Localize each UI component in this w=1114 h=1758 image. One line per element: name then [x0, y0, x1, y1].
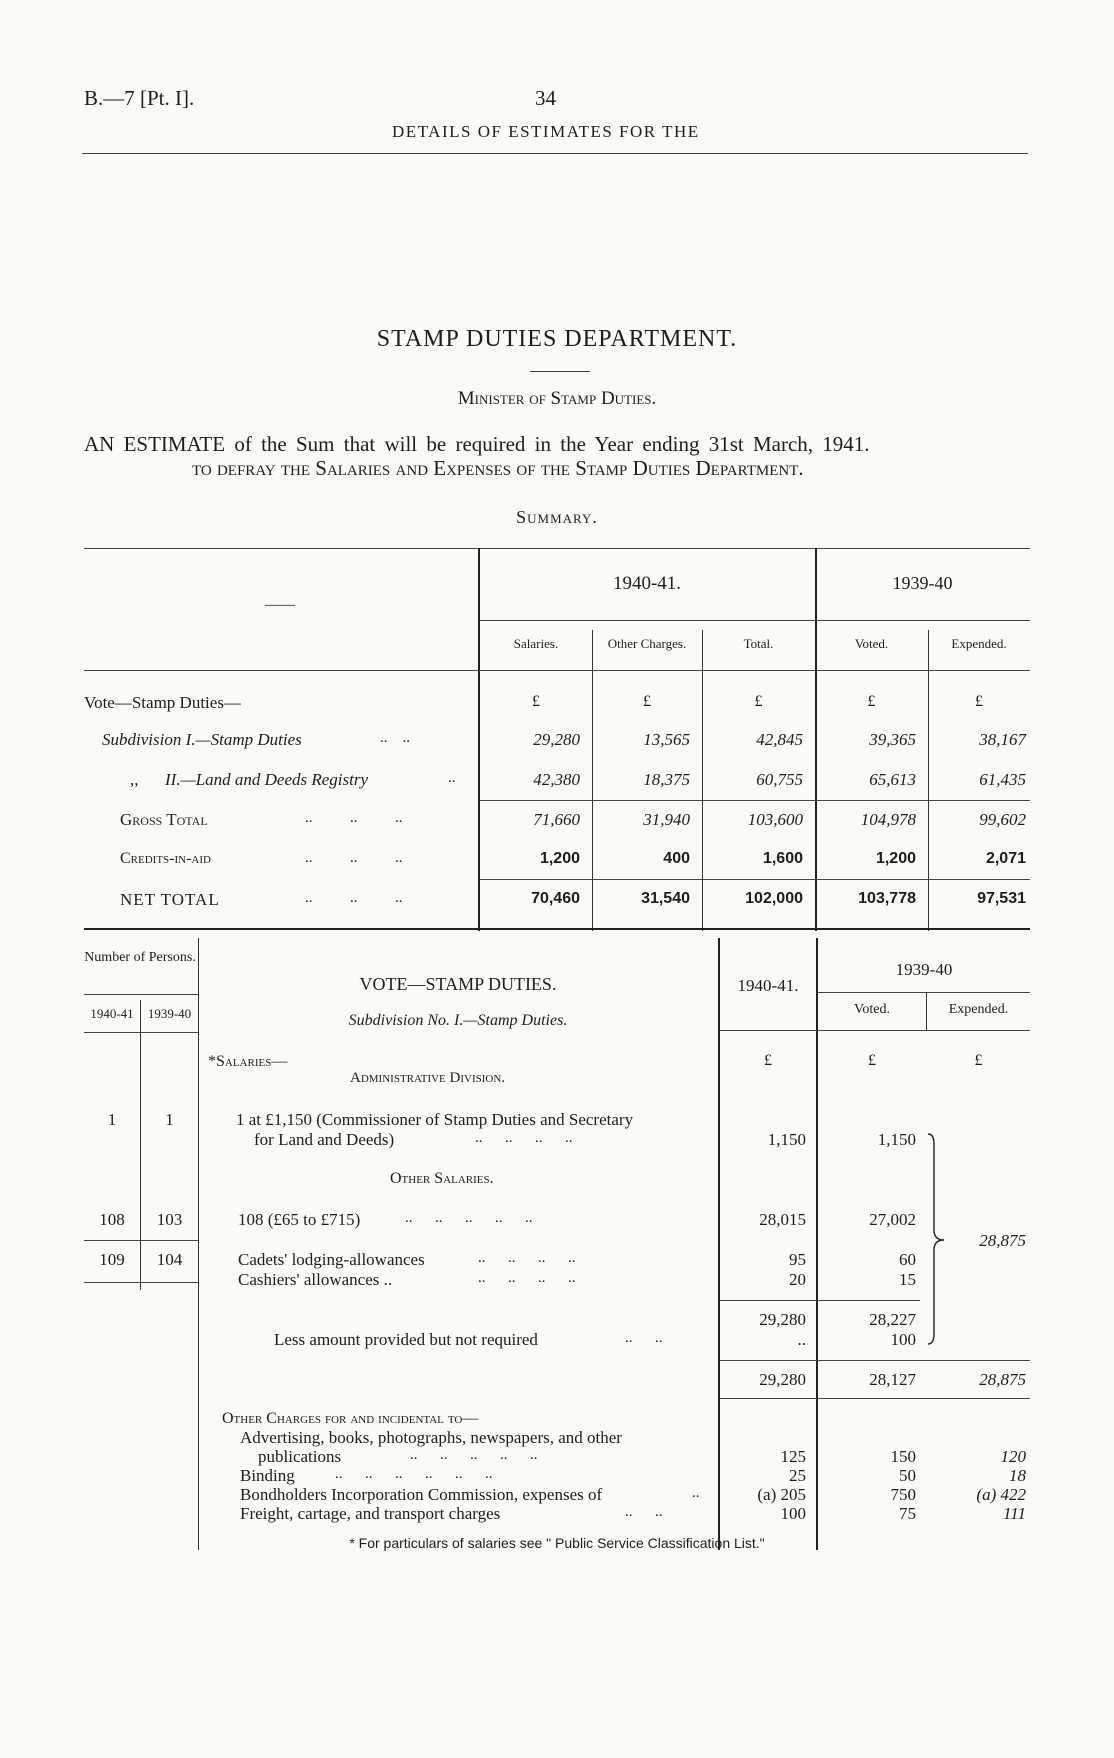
summary-top-rule	[84, 548, 1030, 549]
document-reference: B.—7 [Pt. I].	[84, 86, 195, 110]
estimate-line-1: AN ESTIMATE of the Sum that will be required in the Year ending 31st March, 1941.	[84, 432, 870, 456]
summary-cell: 400	[663, 850, 690, 867]
vote-subdivision: Subdivision No. I.—Stamp Duties.	[348, 1012, 568, 1029]
currency-symbol: £	[754, 693, 763, 710]
summary-row-label: Subdivision I.—Stamp Duties	[102, 730, 302, 749]
summary-cell: 18,375	[643, 770, 690, 789]
persons-header: Number of Persons.	[84, 950, 196, 965]
col-other-charges: Other Charges.	[607, 636, 687, 651]
leader-dots: .. .. .. .. ..	[410, 1447, 538, 1463]
leader-dots: .. ..	[625, 1504, 663, 1520]
charge-label: Bondholders Incorporation Commission, expenses of	[240, 1485, 603, 1504]
cadets-label: Cadets' lodging-allowances	[238, 1250, 425, 1269]
admin-division-heading: Administrative Division.	[350, 1070, 506, 1086]
summary-cell: 1,200	[539, 850, 580, 867]
leader-dots: .. .. .. ..	[478, 1270, 576, 1286]
persons-count: 108	[99, 1210, 125, 1229]
col-expended: Expended.	[951, 636, 1007, 651]
vote-cell: 125	[780, 1447, 806, 1466]
leader-dots: .. .. .. .. .. ..	[335, 1466, 493, 1482]
leader-dots: ..	[448, 770, 456, 786]
currency-symbol: £	[643, 693, 651, 710]
minister-heading: Minister of Stamp Duties.	[457, 388, 657, 409]
vote-cell: 120	[1000, 1447, 1026, 1466]
summary-cell: 102,000	[745, 890, 803, 907]
vote-cell: 95	[789, 1250, 806, 1269]
other-salaries-heading: Other Salaries.	[390, 1170, 494, 1187]
vote-col-1939: 1939-40	[895, 960, 953, 979]
summary-cell: 31,940	[643, 810, 690, 829]
vote-cell: 25	[789, 1466, 806, 1485]
persons-count: 104	[156, 1250, 183, 1269]
vote-divider-persons	[198, 938, 199, 1550]
summary-cell: 13,565	[643, 730, 690, 749]
col-voted: Voted.	[854, 636, 889, 651]
ditto-mark: ,,	[130, 770, 139, 789]
persons-count: 1	[107, 1110, 117, 1129]
summary-cell: 61,435	[979, 770, 1026, 789]
leader-dots: .. .. ..	[305, 890, 403, 906]
running-title: DETAILS OF ESTIMATES FOR THE	[392, 122, 700, 141]
vote-cell: 27,002	[869, 1210, 916, 1229]
salary-range-label: 108 (£65 to £715)	[238, 1210, 361, 1229]
vote-cell: 28,227	[869, 1310, 916, 1329]
vote-cell: (a) 205	[757, 1485, 806, 1504]
commissioner-line-2: for Land and Deeds)	[254, 1130, 395, 1149]
leader-dots: ..	[692, 1485, 700, 1501]
summary-net-rule	[480, 879, 1030, 880]
summary-cell: 97,531	[977, 890, 1026, 907]
summary-cell: 65,613	[869, 770, 916, 789]
leader-dots: .. .. ..	[305, 810, 403, 826]
summary-col-1939: 1939-40	[892, 573, 953, 593]
summary-cell: 104,978	[860, 810, 916, 829]
charge-label: Freight, cartage, and transport charges	[240, 1504, 501, 1523]
vote-cell: 28,015	[759, 1210, 806, 1229]
currency-symbol: £	[975, 693, 983, 710]
cashiers-label: Cashiers' allowances ..	[238, 1270, 393, 1289]
charge-label: Binding	[240, 1466, 295, 1485]
vote-cell: 75	[899, 1504, 916, 1523]
summary-row-label: Credits-in-aid	[120, 850, 211, 867]
summary-cell: 71,660	[533, 810, 580, 829]
summary-cell: 31,540	[641, 890, 690, 907]
persons-subtotal-rule	[84, 1240, 198, 1241]
vote-cell: 20	[789, 1270, 806, 1289]
summary-cell: 38,167	[979, 730, 1026, 749]
department-title: STAMP DUTIES DEPARTMENT.	[376, 326, 738, 352]
charge-label: publications	[258, 1447, 342, 1466]
currency-symbol: £	[532, 693, 540, 710]
summary-bottom-rule	[84, 928, 1030, 930]
vote-subtotal-rule	[720, 1300, 920, 1301]
vote-label: Vote—Stamp Duties—	[84, 693, 241, 712]
vote-cell: 100	[890, 1330, 916, 1349]
leader-dots: .. .. .. .. ..	[405, 1210, 533, 1226]
leader-dots: .. .. ..	[305, 850, 403, 866]
commissioner-line-1: 1 at £1,150 (Commissioner of Stamp Duties and Secretary	[236, 1110, 634, 1129]
vote-col-voted: Voted.	[854, 1002, 890, 1017]
estimate-line-2: to defray the Salaries and Expenses of the Stamp Duties Department.	[192, 456, 804, 480]
vote-cell: 111	[1003, 1504, 1026, 1523]
leader-dots: .. .. .. ..	[478, 1250, 576, 1266]
persons-count: 1	[165, 1110, 174, 1129]
currency-symbol: £	[764, 1052, 772, 1069]
vote-cell: 60	[899, 1250, 916, 1269]
vote-cell: 29,280	[759, 1370, 806, 1389]
summary-cell: 1,200	[875, 850, 916, 867]
col-total: Total.	[743, 636, 774, 651]
vote-cell: 1,150	[877, 1130, 916, 1149]
persons-total-rule	[84, 1282, 198, 1283]
summary-cell: 60,755	[756, 770, 803, 789]
persons-count: 109	[99, 1250, 125, 1269]
vote-total-bottom-rule	[720, 1398, 1030, 1399]
vote-cell: 100	[780, 1504, 806, 1523]
summary-cell: 70,460	[531, 890, 580, 907]
summary-col-1940: 1940-41.	[612, 573, 682, 594]
vote-col-expended: Expended.	[948, 1002, 1009, 1017]
vote-cell: ..	[797, 1330, 806, 1349]
summary-title: Summary.	[516, 507, 598, 527]
currency-symbol: £	[867, 693, 876, 710]
footnote: * For particulars of salaries see " Public Service Classification List."	[349, 1535, 765, 1551]
summary-cell: 103,778	[858, 890, 916, 907]
summary-cell: 42,845	[756, 730, 803, 749]
summary-cell: 42,380	[533, 770, 580, 789]
leader-dots: .. .. .. ..	[475, 1130, 573, 1146]
summary-row-label: Gross Total	[120, 810, 208, 829]
vote-col-1940: 1940-41.	[737, 976, 799, 995]
other-charges-heading: Other Charges for and incidental to—	[222, 1410, 479, 1427]
persons-header-rule	[84, 994, 198, 995]
vote-cell: 28,875	[979, 1370, 1026, 1389]
leader-dots: .. ..	[625, 1330, 663, 1346]
persons-year-rule	[84, 1032, 198, 1033]
summary-subtotal-rule	[480, 800, 1030, 801]
vote-title: VOTE—STAMP DUTIES.	[359, 974, 557, 994]
summary-cell: 2,071	[985, 850, 1026, 867]
summary-cell: 39,365	[869, 730, 916, 749]
summary-cell: 99,602	[979, 810, 1026, 829]
currency-symbol: £	[868, 1052, 876, 1069]
vote-cell: 18	[1009, 1466, 1026, 1485]
less-amount-label: Less amount provided but not required	[274, 1330, 538, 1349]
vote-divider-years	[140, 1000, 141, 1290]
charge-line-1: Advertising, books, photographs, newspapers, and other	[240, 1428, 622, 1447]
vote-cell: 1,150	[767, 1130, 806, 1149]
summary-row-label: NET TOTAL	[120, 890, 220, 909]
persons-count: 103	[156, 1210, 183, 1229]
header-rule	[82, 153, 1028, 154]
col-salaries: Salaries.	[513, 636, 559, 651]
summary-cell: 103,600	[747, 810, 803, 829]
vote-cell: (a) 422	[976, 1485, 1026, 1504]
vote-cell: 29,280	[759, 1310, 806, 1329]
vote-cell: 750	[890, 1485, 916, 1504]
vote-cell: 150	[890, 1447, 916, 1466]
vote-cell: 50	[899, 1466, 916, 1485]
summary-cell: 29,280	[533, 730, 580, 749]
persons-year-a: 1940-41	[90, 1006, 134, 1021]
bracket-expended-value: 28,875	[979, 1231, 1026, 1250]
currency-symbol: £	[974, 1052, 983, 1069]
summary-stub-dash: ——	[265, 597, 295, 613]
salaries-heading: *Salaries—	[208, 1053, 288, 1070]
vote-cell: 15	[899, 1270, 916, 1289]
vote-total-rule	[720, 1360, 1030, 1361]
vote-1939-rule	[818, 992, 1030, 993]
vote-header-rule	[720, 1030, 1030, 1031]
page-number: 34	[535, 86, 556, 110]
leader-dots: .. ..	[380, 730, 410, 746]
summary-row-label: II.—Land and Deeds Registry	[165, 770, 369, 789]
persons-year-b: 1939-40	[147, 1006, 192, 1021]
summary-cell: 1,600	[762, 850, 803, 867]
vote-cell: 28,127	[869, 1370, 916, 1389]
summary-subhead-rule	[480, 620, 1030, 621]
summary-header-bottom-rule	[84, 670, 1030, 671]
title-rule	[530, 371, 590, 372]
